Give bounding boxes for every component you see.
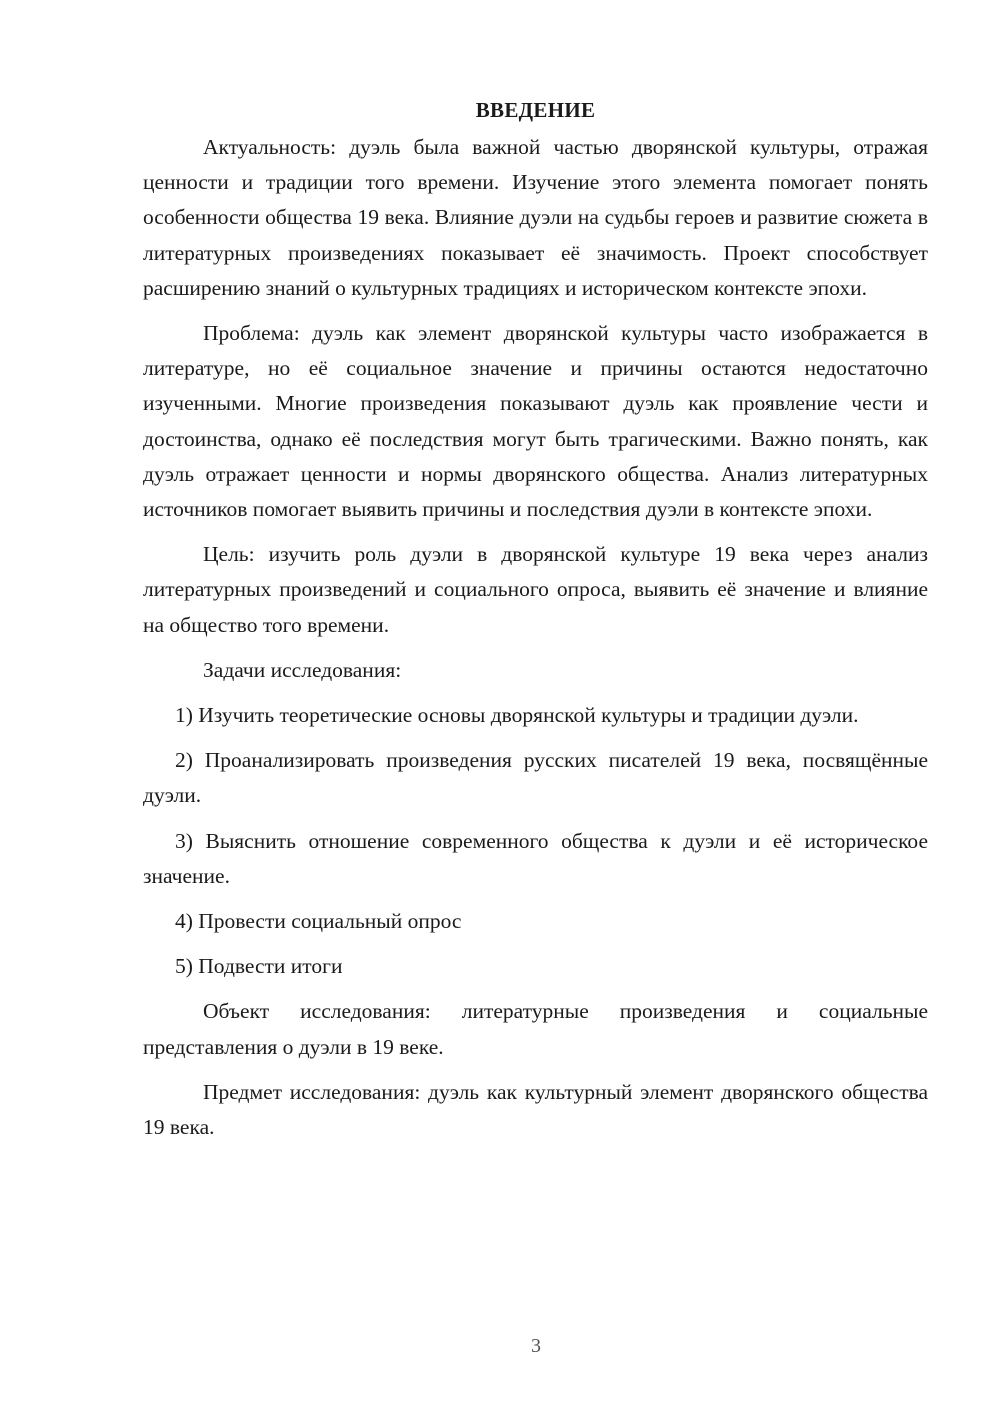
- task-item: 1) Изучить теоретические основы дворянской культуры и традиции дуэли.: [175, 703, 859, 728]
- task-item: 3) Выяснить отношение современного общества к дуэли и её историческое значение.: [143, 828, 928, 888]
- problem-paragraph: Проблема: дуэль как элемент дворянской культуры часто изображается в литературе, но её социальное значение и причины остаются недостаточно изученными. Многие произведения показывают дуэль как проявление чести и достоинства, однако её последствия могут быть трагическими. Важно понять, как дуэль отражает ценности и нормы дворянского общества. Анализ литературных источников помогает выявить причины и последствия дуэли в контексте эпохи.: [143, 321, 928, 522]
- subject-paragraph: Предмет исследования: дуэль как культурный элемент дворянского общества 19 века.: [143, 1079, 928, 1140]
- page-number: 3: [531, 1335, 541, 1357]
- page-content: [143, 96, 928, 1155]
- object-paragraph: Объект исследования: литературные произведения и социальные представления о дуэли в 19 веке.: [143, 999, 928, 1059]
- relevance-paragraph: Актуальность: дуэль была важной частью дворянской культуры, отражая ценности и традиции того времени. Изучение этого элемента помогает понять особенности общества 19 века. Влияние дуэли на судьбы героев и развитие сюжета в литературных произведениях показывает её значимость. Проект способствует расширению знаний о культурных традициях и историческом контексте эпохи.: [143, 135, 928, 300]
- task-item: 2) Проанализировать произведения русских писателей 19 века, посвящённые дуэли.: [143, 748, 928, 808]
- section-heading: ВВЕДЕНИЕ: [475, 98, 596, 122]
- tasks-title: Задачи исследования:: [203, 657, 402, 682]
- task-item: 4) Провести социальный опрос: [175, 909, 462, 934]
- goal-paragraph: Цель: изучить роль дуэли в дворянской культуре 19 века через анализ литературных произведений и социального опроса, выявить её значение и влияние на общество того времени.: [143, 542, 928, 637]
- task-item: 5) Подвести итоги: [175, 954, 343, 979]
